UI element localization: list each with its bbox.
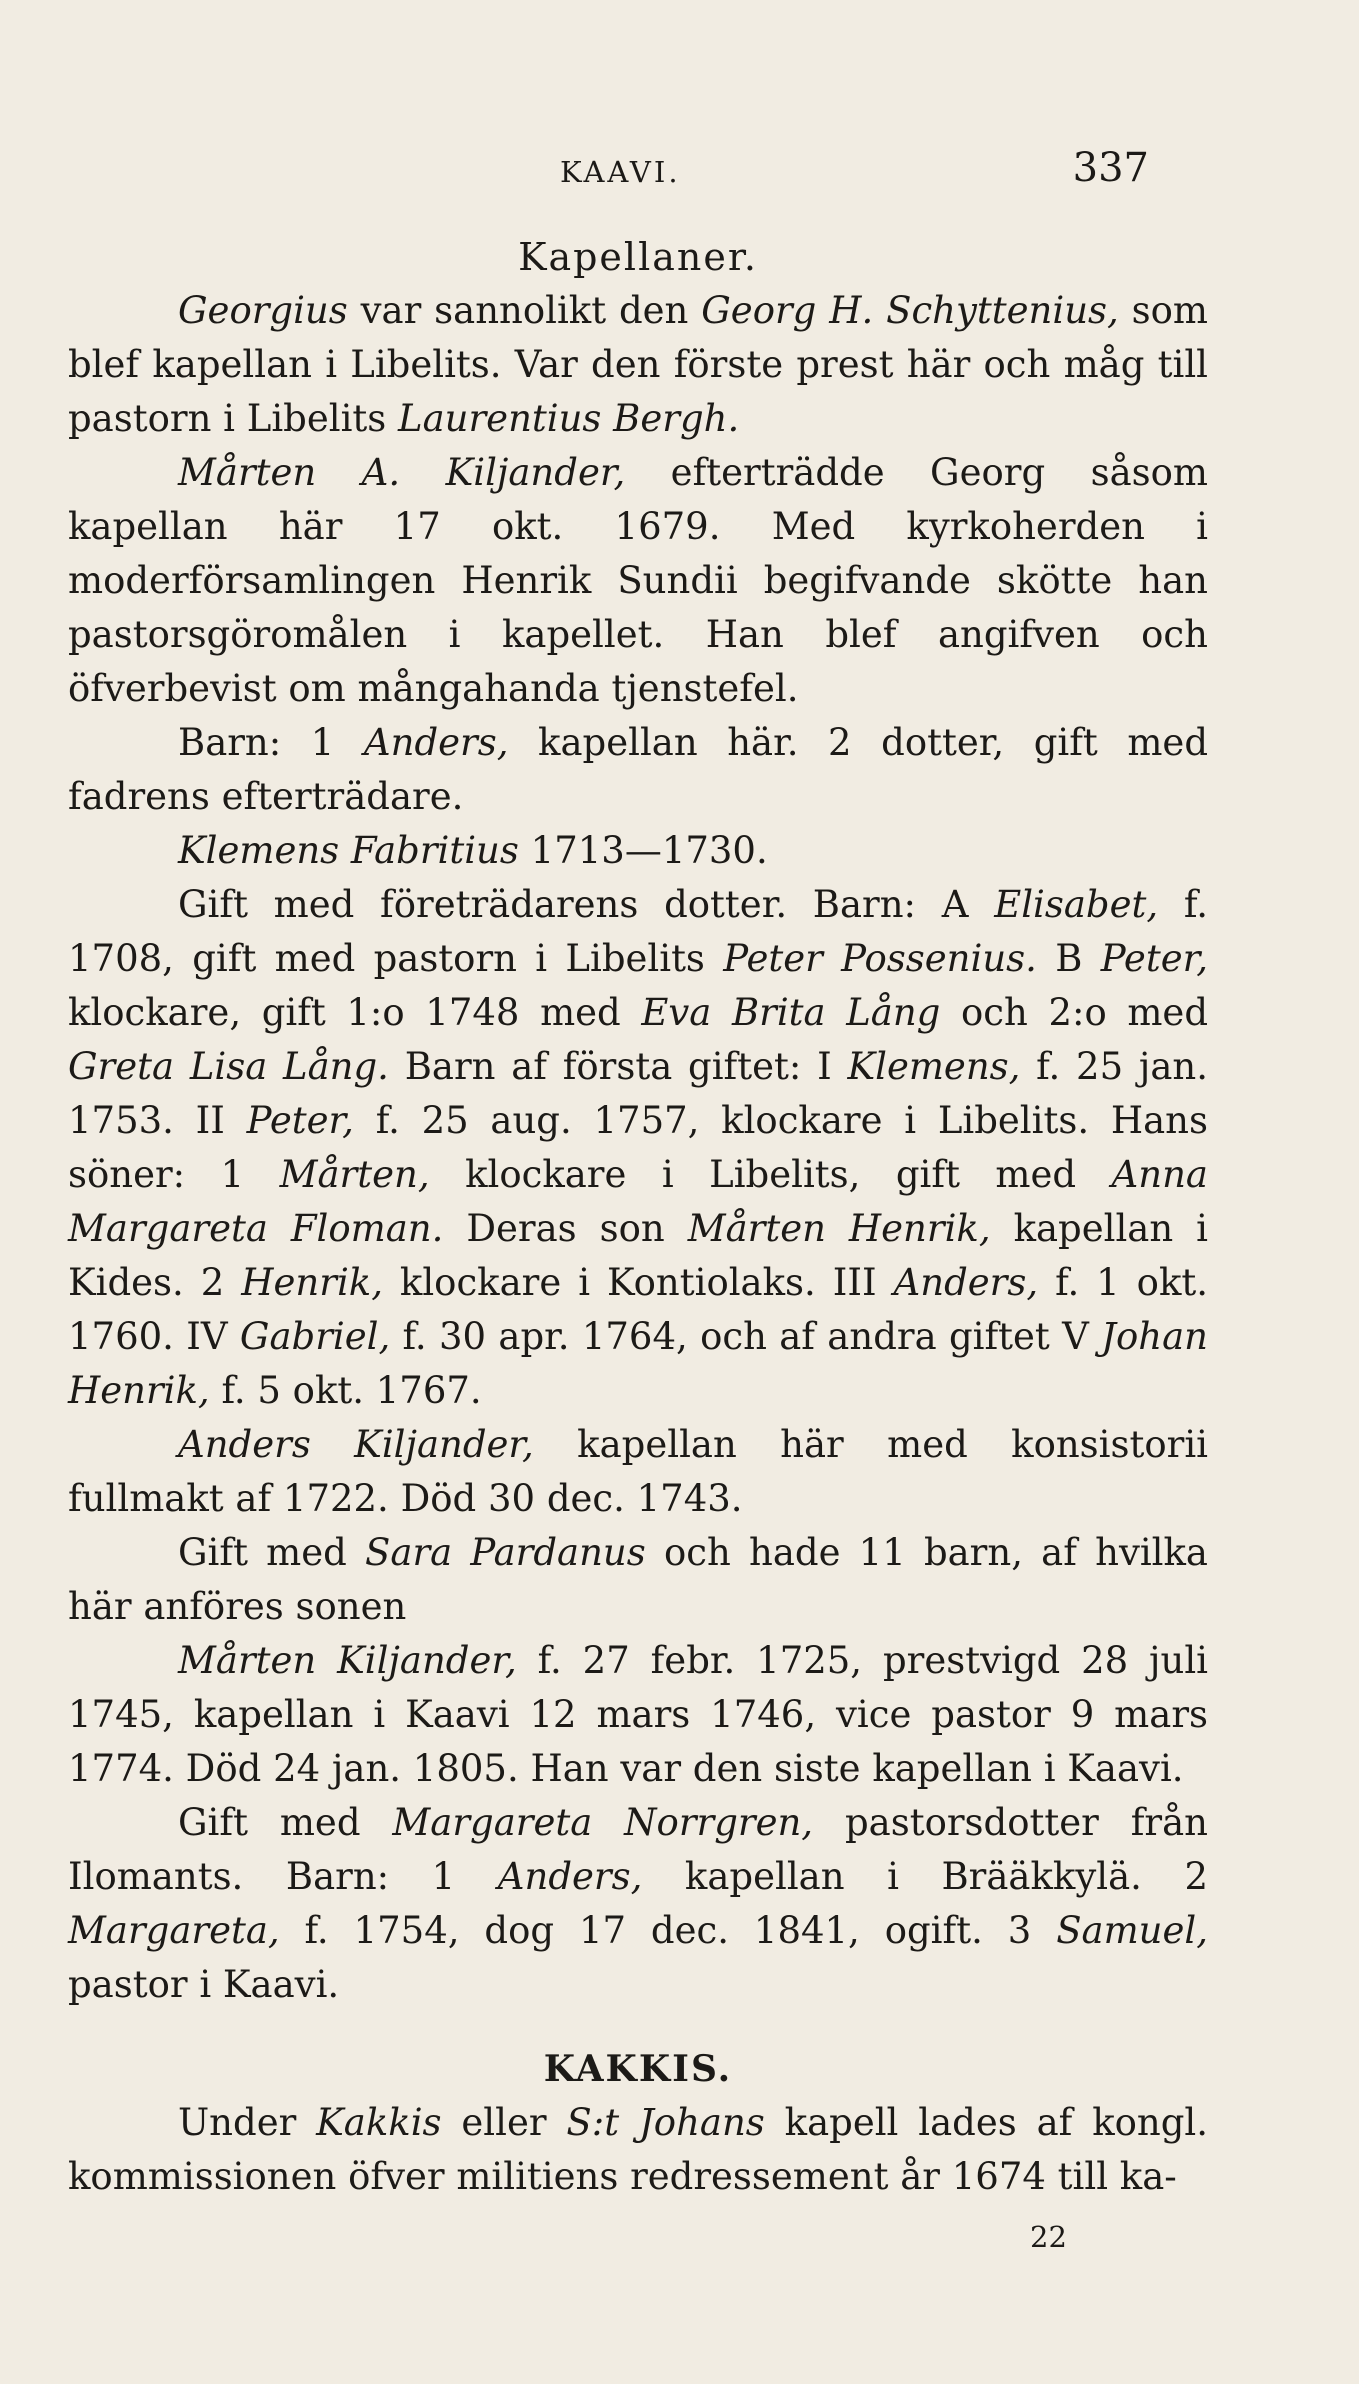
name: Elisabet, bbox=[994, 883, 1159, 926]
paragraph-kakkis bbox=[68, 2096, 1208, 2204]
text: kapellan i Brääkkylä. 2 bbox=[642, 1855, 1208, 1898]
text: eller bbox=[441, 2101, 567, 2144]
name: Mårten, bbox=[279, 1153, 430, 1196]
text: klockare i Libelits, gift med bbox=[429, 1153, 1112, 1196]
name: Mårten A. Kiljander, bbox=[178, 451, 626, 494]
body-text bbox=[68, 230, 1208, 2204]
text: f. 5 okt. 1767. bbox=[209, 1369, 482, 1412]
name: Greta Lisa Lång. bbox=[68, 1045, 389, 1088]
paragraph-marten-a bbox=[68, 446, 1208, 716]
text: 1713—1730. bbox=[518, 829, 768, 872]
text: f. 25 aug. 1757, klockare i Libelits. Hans söner: 1 bbox=[68, 1099, 1208, 1196]
text: och 2:o med bbox=[940, 991, 1209, 1034]
text: Gift med bbox=[178, 1531, 366, 1574]
text: kapellan här med konsistorii fullmakt af 1722. Död 30 dec. 1743. bbox=[68, 1423, 1208, 1520]
name: Kakkis bbox=[316, 2101, 442, 2144]
text: som blef kapellan i Libelits. Var den förste prest här och måg till pastorn i Libelits bbox=[68, 289, 1208, 440]
paragraph-anders-kiljander bbox=[68, 1418, 1208, 1526]
text: B bbox=[1036, 937, 1101, 980]
name: Henrik, bbox=[241, 1261, 383, 1304]
paragraph-klemens bbox=[68, 824, 1208, 878]
paragraph-gift-2 bbox=[68, 1526, 1208, 1634]
text: och hade 11 barn, af hvilka här anföres sonen bbox=[68, 1531, 1208, 1628]
text: f. 1708, gift med pastorn i Libelits bbox=[68, 883, 1208, 980]
name: Peter, bbox=[246, 1099, 354, 1142]
text: f. 1 okt. 1760. IV bbox=[68, 1261, 1208, 1358]
name: Johan Henrik, bbox=[68, 1315, 1208, 1412]
name: Eva Brita Lång bbox=[641, 991, 941, 1034]
name: Mårten Kiljander, bbox=[178, 1639, 517, 1682]
text: pastor i Kaavi. bbox=[68, 1963, 340, 2006]
name: Sara Pardanus bbox=[365, 1531, 646, 1574]
name: Peter, bbox=[1100, 937, 1208, 980]
paragraph-gift-1 bbox=[68, 878, 1208, 1418]
text: klockare, gift 1:o 1748 med bbox=[68, 991, 642, 1034]
name: Margareta Norrgren, bbox=[392, 1801, 814, 1844]
name: Samuel, bbox=[1056, 1909, 1208, 1952]
text: Gift med företrädarens dotter. Barn: A bbox=[178, 883, 995, 926]
running-head: KAAVI. bbox=[560, 155, 681, 189]
page-header bbox=[0, 145, 1359, 205]
name: Anders, bbox=[497, 1855, 643, 1898]
paragraph-marten-kiljander bbox=[68, 1634, 1208, 1796]
name: Anders, bbox=[363, 721, 509, 764]
text: Deras son bbox=[443, 1207, 688, 1250]
text: var sannolikt den bbox=[347, 289, 702, 332]
name: Anders Kiljander, bbox=[178, 1423, 534, 1466]
section-heading-kapellaner: Kapellaner. bbox=[518, 235, 758, 279]
name: Klemens, bbox=[847, 1045, 1021, 1088]
name: Anders, bbox=[893, 1261, 1039, 1304]
text: kapell lades af kongl. kommissionen öfver militiens redressement år 1674 till ka- bbox=[68, 2101, 1209, 2198]
text: f. 27 febr. 1725, prestvigd 28 juli 1745, kapellan i Kaavi 12 mars 1746, vice pastor 9 mars 1774. Död 24 jan. 1805. Han var den siste kapellan i Kaavi. bbox=[68, 1639, 1208, 1790]
section-heading-kakkis: KAKKIS. bbox=[543, 2048, 733, 2090]
name: Klemens Fabritius bbox=[178, 829, 519, 872]
text: f. 30 apr. 1764, och af andra giftet V bbox=[390, 1315, 1102, 1358]
name: S:t Johans bbox=[566, 2101, 765, 2144]
text: efterträdde Georg såsom kapellan här 17 okt. 1679. Med kyrkoherden i moderförsamlingen Henrik Sundii begifvande skötte han pastorsgöromålen i kapellet. Han blef angifven och öfverbevist om mångahanda tjenstefel. bbox=[68, 451, 1208, 710]
text: pastorsdotter från Ilomants. Barn: 1 bbox=[68, 1801, 1208, 1898]
name: Peter Possenius. bbox=[723, 937, 1037, 980]
text: Under bbox=[178, 2101, 317, 2144]
paragraph-georgius bbox=[68, 284, 1208, 446]
paragraph-barn-1 bbox=[68, 716, 1208, 824]
text: f. 25 jan. 1753. II bbox=[68, 1045, 1208, 1142]
text: kapellan här. 2 dotter, gift med fadrens efterträdare. bbox=[68, 721, 1208, 818]
name: Mårten Henrik, bbox=[687, 1207, 991, 1250]
text: Gift med bbox=[178, 1801, 393, 1844]
name: Laurentius Bergh. bbox=[398, 397, 740, 440]
name: Georgius bbox=[178, 289, 348, 332]
page-number: 337 bbox=[1072, 145, 1149, 191]
text: kapellan i Kides. 2 bbox=[68, 1207, 1208, 1304]
name: Anna Margareta Floman. bbox=[68, 1153, 1208, 1250]
text: Barn: 1 bbox=[178, 721, 364, 764]
name: Gabriel, bbox=[239, 1315, 391, 1358]
text: klockare i Kontiolaks. III bbox=[382, 1261, 894, 1304]
name: Georg H. Schyttenius, bbox=[701, 289, 1119, 332]
text: Barn af första giftet: I bbox=[388, 1045, 848, 1088]
name: Margareta, bbox=[68, 1909, 280, 1952]
paragraph-gift-3 bbox=[68, 1796, 1208, 2012]
text: f. 1754, dog 17 dec. 1841, ogift. 3 bbox=[279, 1909, 1057, 1952]
printer-signature: 22 bbox=[1030, 2220, 1067, 2254]
